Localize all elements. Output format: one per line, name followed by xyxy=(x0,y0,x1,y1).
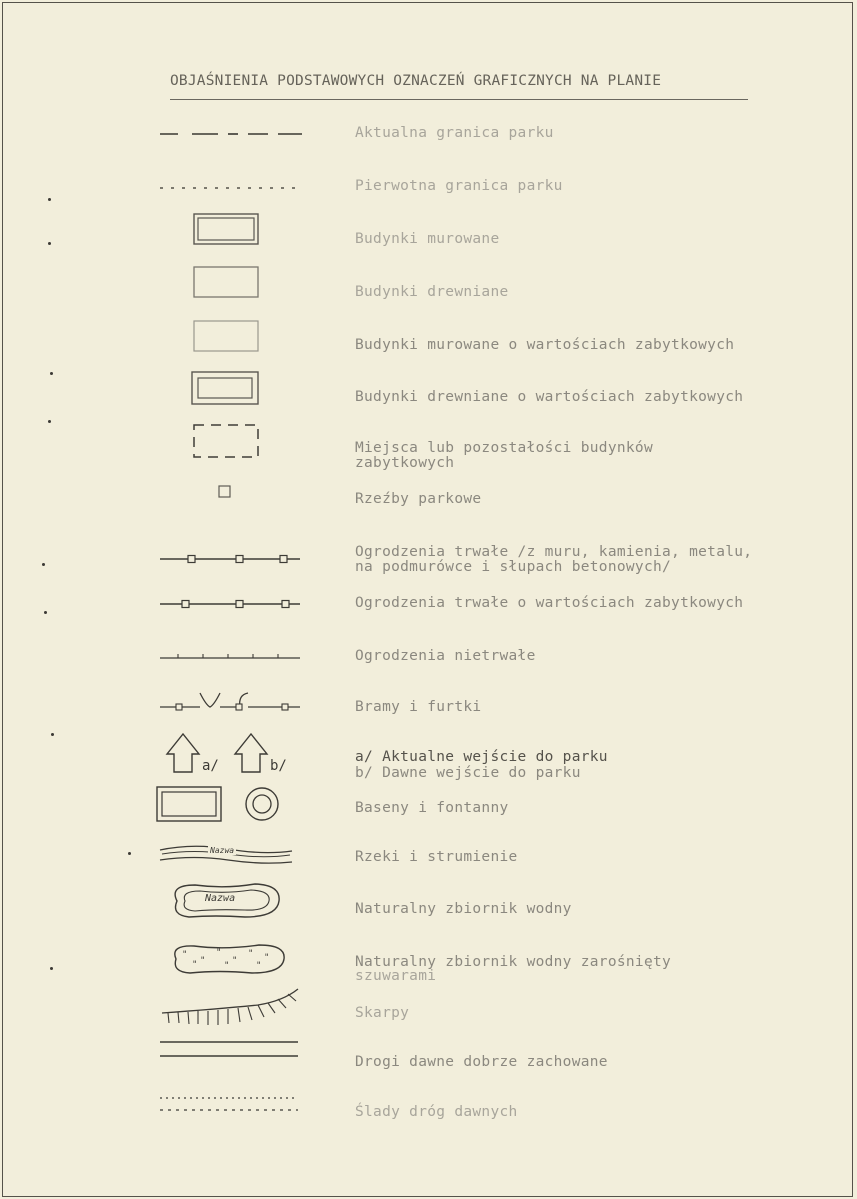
legend-label: Rzeźby parkowe xyxy=(355,491,482,507)
dashed-rectangle-icon xyxy=(193,424,261,460)
margin-speck xyxy=(48,420,51,423)
fence-icon xyxy=(158,598,303,610)
svg-text:": " xyxy=(216,948,222,958)
margin-speck xyxy=(42,563,45,566)
pond-name-label: Nazwa xyxy=(205,893,236,904)
entrance-arrow-icon xyxy=(166,730,301,776)
legend-label: a/ Aktualne wejście do parku xyxy=(355,749,608,765)
margin-speck xyxy=(50,967,53,970)
svg-text:": " xyxy=(200,956,206,966)
dash-line-icon xyxy=(158,131,303,137)
legend-label: Pierwotna granica parku xyxy=(355,178,563,194)
rectangle-icon xyxy=(193,320,261,354)
framed-rectangle-icon xyxy=(191,371,261,407)
svg-text:": " xyxy=(256,961,262,971)
legend-label: Aktualna granica parku xyxy=(355,125,554,141)
margin-speck xyxy=(51,733,54,736)
legend-label: Drogi dawne dobrze zachowane xyxy=(355,1054,608,1070)
arrow-label-b: b/ xyxy=(270,758,287,774)
legend-label-continued: b/ Dawne wejście do parku xyxy=(355,765,581,781)
svg-text:": " xyxy=(224,961,230,971)
river-icon xyxy=(158,843,293,867)
arrow-label-a: a/ xyxy=(202,758,219,774)
page-title: OBJAŚNIENIA PODSTAWOWYCH OZNACZEŃ GRAFICZNYCH NA PLANIE xyxy=(170,73,662,89)
legend-label-continued: szuwarami xyxy=(355,968,437,984)
margin-speck xyxy=(48,198,51,201)
legend-label: Rzeki i strumienie xyxy=(355,849,518,865)
escarpment-icon xyxy=(158,983,303,1033)
legend-label-continued: na podmurówce i słupach betonowych/ xyxy=(355,559,672,575)
reed-pond-icon xyxy=(164,941,290,979)
legend-label: Naturalny zbiornik wodny zarośnięty xyxy=(355,954,672,970)
margin-speck xyxy=(48,242,51,245)
legend-label: Miejsca lub pozostałości budynków xyxy=(355,440,653,456)
legend-label: Budynki drewniane o wartościach zabytkowych xyxy=(355,389,744,405)
legend-label: Naturalny zbiornik wodny xyxy=(355,901,572,917)
double-line-icon xyxy=(158,1040,303,1060)
legend-label: Bramy i furtki xyxy=(355,699,482,715)
fence-icon xyxy=(158,553,303,565)
legend-label: Ogrodzenia trwałe o wartościach zabytkowych xyxy=(355,595,744,611)
double-dotted-line-icon xyxy=(158,1096,303,1114)
legend-label: Skarpy xyxy=(355,1005,410,1021)
margin-speck xyxy=(128,852,131,855)
svg-text:": " xyxy=(192,960,198,970)
margin-speck xyxy=(50,372,53,375)
margin-speck xyxy=(44,611,47,614)
svg-text:": " xyxy=(248,949,254,959)
dotted-line-icon xyxy=(158,186,303,190)
rectangle-icon xyxy=(193,266,261,300)
legend-label: Baseny i fontanny xyxy=(355,800,509,816)
legend-label: Budynki murowane xyxy=(355,231,500,247)
title-underline xyxy=(170,99,748,100)
pool-fountain-icon xyxy=(156,786,291,826)
legend-label: Budynki drewniane xyxy=(355,284,509,300)
small-square-icon xyxy=(218,485,232,499)
double-rectangle-icon xyxy=(193,213,261,247)
legend-label: Ogrodzenia trwałe /z muru, kamienia, metalu, xyxy=(355,544,753,560)
svg-text:": " xyxy=(264,953,270,963)
gate-icon xyxy=(158,689,303,715)
pond-icon xyxy=(165,879,285,923)
river-name-label: Nazwa xyxy=(210,846,235,855)
legend-label: Budynki murowane o wartościach zabytkowych xyxy=(355,337,735,353)
legend-label: Ogrodzenia nietrwałe xyxy=(355,648,536,664)
svg-text:": " xyxy=(232,956,238,966)
legend-label: Ślady dróg dawnych xyxy=(355,1104,518,1120)
svg-text:": " xyxy=(182,950,188,960)
legend-label-continued: zabytkowych xyxy=(355,455,455,471)
tick-line-icon xyxy=(158,652,303,660)
